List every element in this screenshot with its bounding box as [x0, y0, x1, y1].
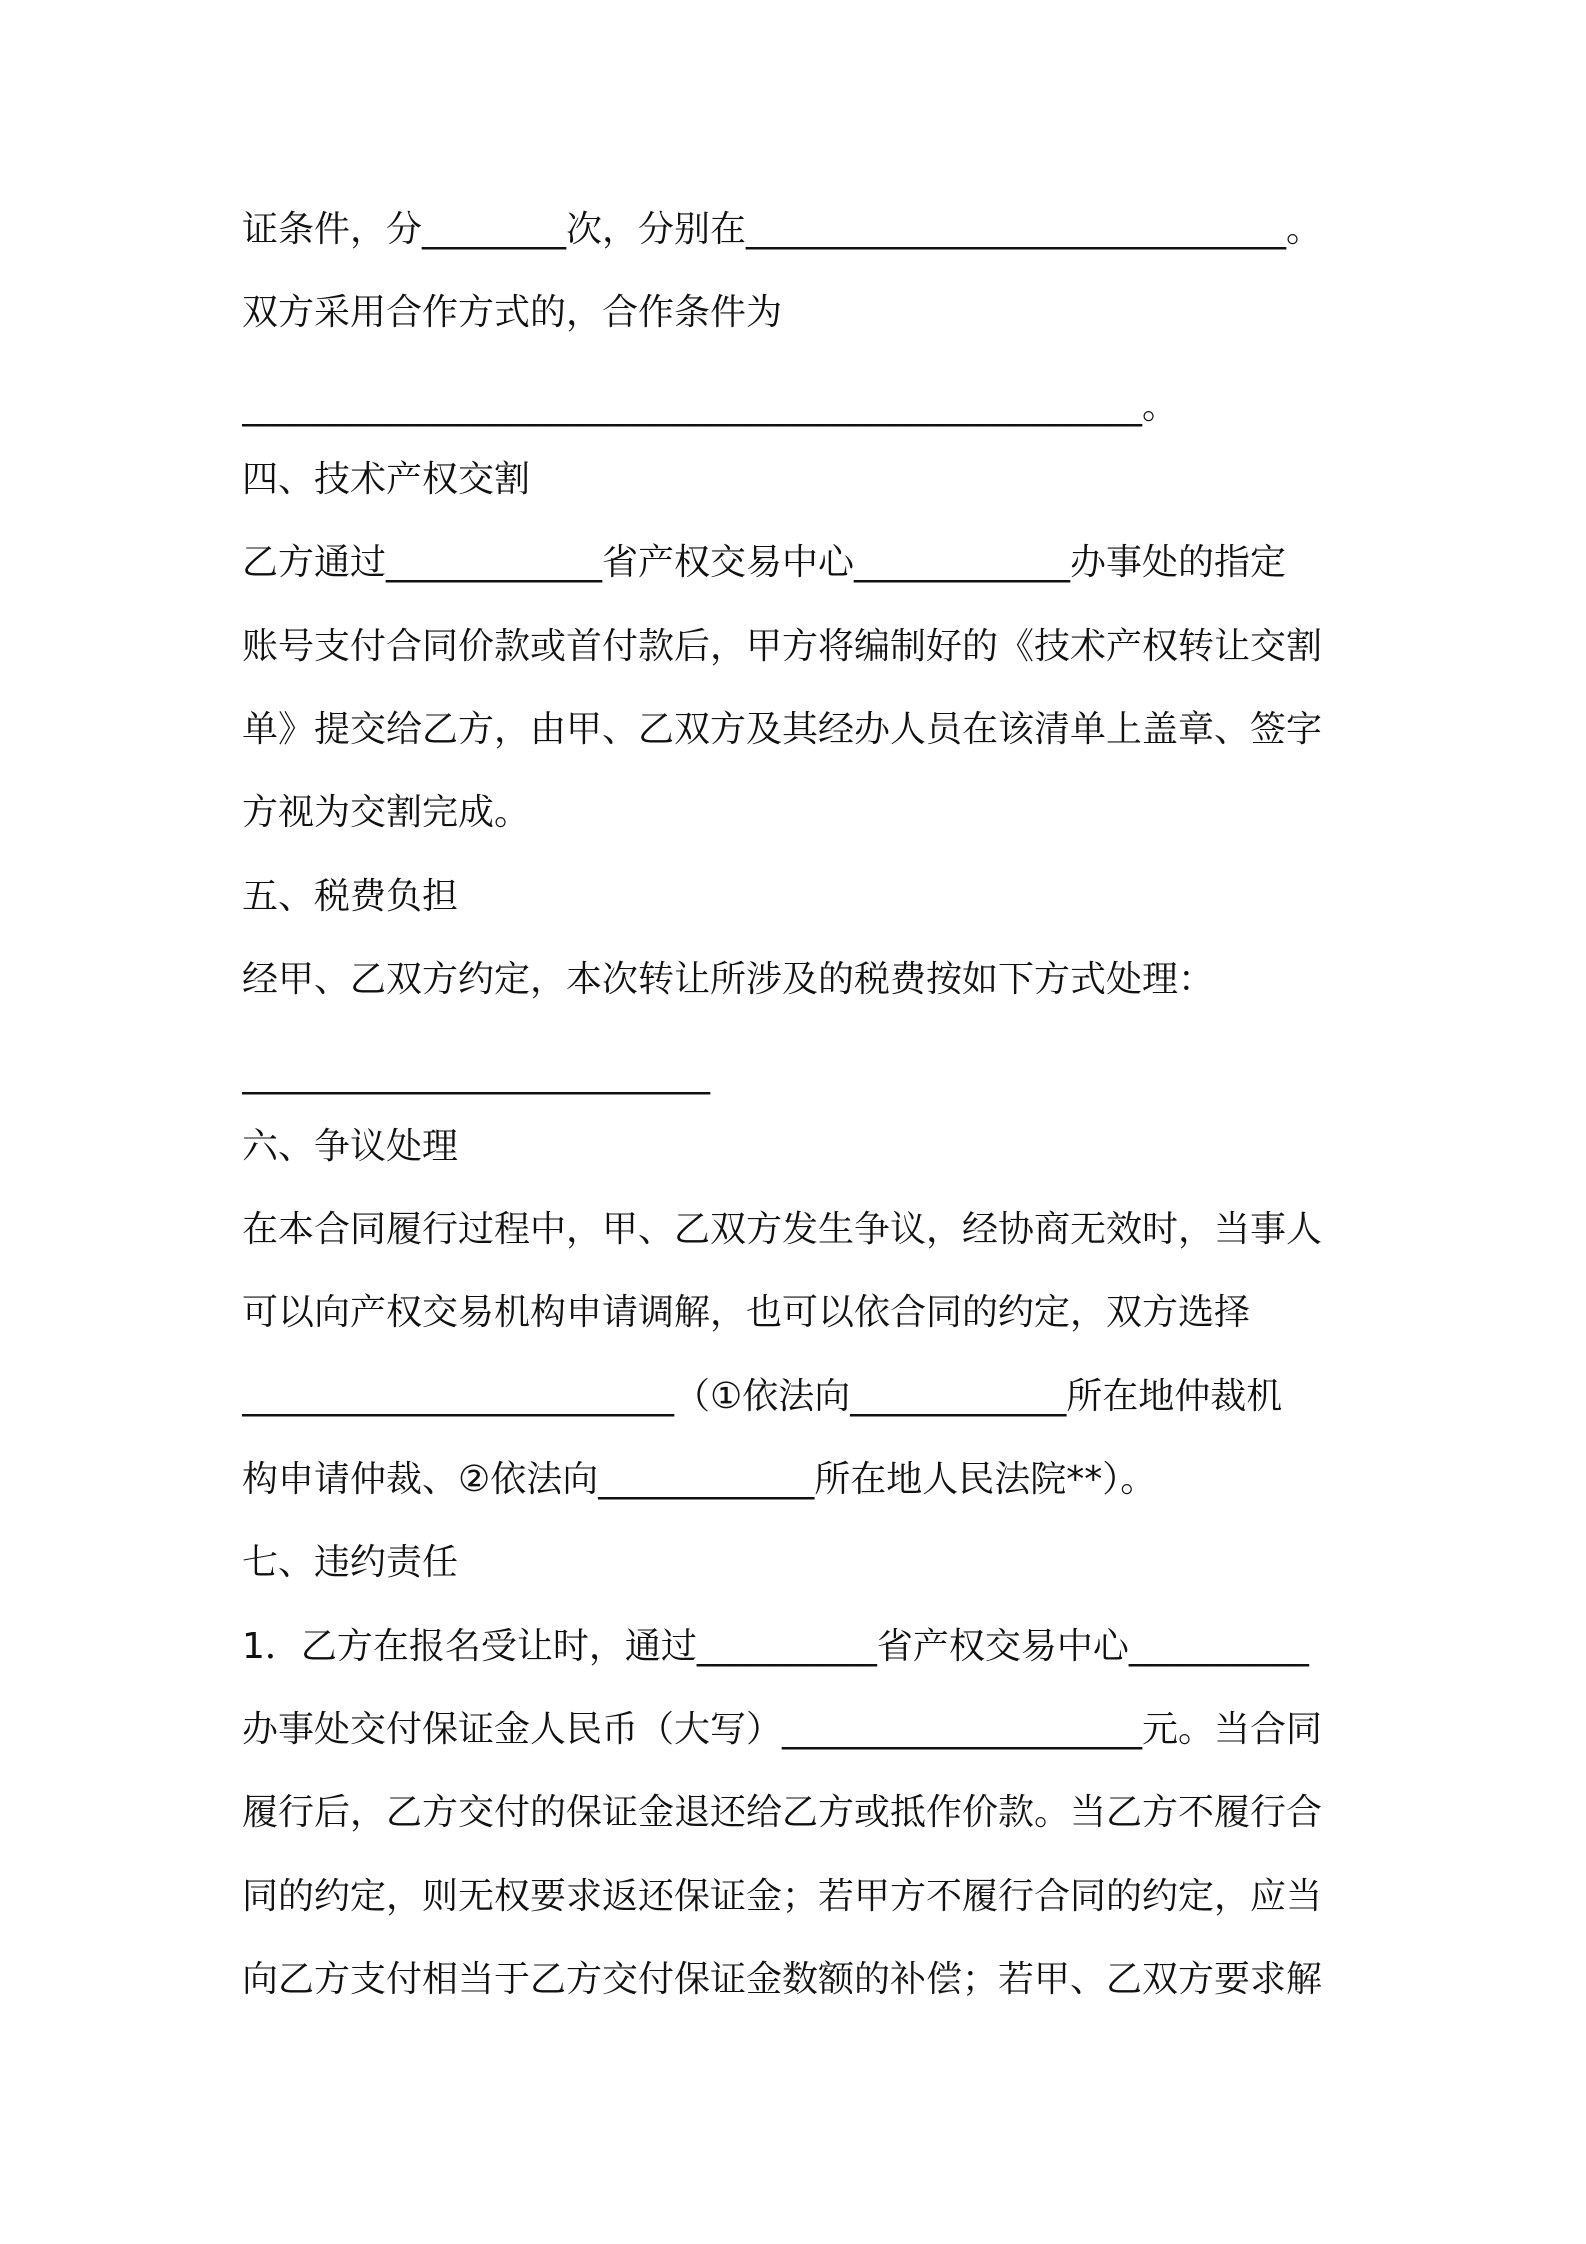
section-heading-5: 五、税费负担: [242, 876, 459, 917]
paragraph-line: 向乙方支付相当于乙方交付保证金数额的补偿；若甲、乙双方要求解: [242, 1959, 1323, 2000]
line-cooperation: 双方采用合作方式的，合作条件为: [242, 292, 783, 333]
paragraph-line: 构申请仲裁、②依法向____________所在地人民法院**）。: [242, 1459, 1157, 1500]
paragraph-line: 办事处交付保证金人民币（大写）____________________元。当合同: [242, 1709, 1323, 1750]
paragraph-line: 乙方通过____________省产权交易中心____________办事处的指定: [242, 542, 1287, 583]
paragraph-line: 1．乙方在报名受让时，通过__________省产权交易中心__________: [242, 1626, 1309, 1667]
tax-blank-line: __________________________: [242, 1054, 710, 1095]
paragraph-line: 在本合同履行过程中，甲、乙双方发生争议，经协商无效时，当事人: [242, 1209, 1323, 1250]
paragraph-line: ________________________（①依法向____________所在地仲裁机: [242, 1376, 1283, 1417]
section-heading-6: 六、争议处理: [242, 1126, 459, 1167]
paragraph-line: 经甲、乙双方约定，本次转让所涉及的税费按如下方式处理：: [242, 959, 1215, 1000]
paragraph-line: 单》提交给乙方，由甲、乙双方及其经办人员在该清单上盖章、签字: [242, 709, 1323, 750]
section-heading-4: 四、技术产权交割: [242, 459, 531, 500]
line-conditions: 证条件，分________次，分别在______________________________。: [242, 209, 1323, 250]
paragraph-line: 账号支付合同价款或首付款后，甲方将编制好的《技术产权转让交割: [242, 626, 1323, 667]
paragraph-line: 同的约定，则无权要求返还保证金；若甲方不履行合同的约定，应当: [242, 1876, 1323, 1917]
line-cooperation-blank: __________________________________________________。: [242, 386, 1178, 427]
paragraph-line: 方视为交割完成。: [242, 792, 531, 833]
section-heading-7: 七、违约责任: [242, 1542, 459, 1583]
paragraph-line: 可以向产权交易机构申请调解，也可以依合同的约定，双方选择: [242, 1292, 1251, 1333]
paragraph-line: 履行后，乙方交付的保证金退还给乙方或抵作价款。当乙方不履行合: [242, 1792, 1323, 1833]
